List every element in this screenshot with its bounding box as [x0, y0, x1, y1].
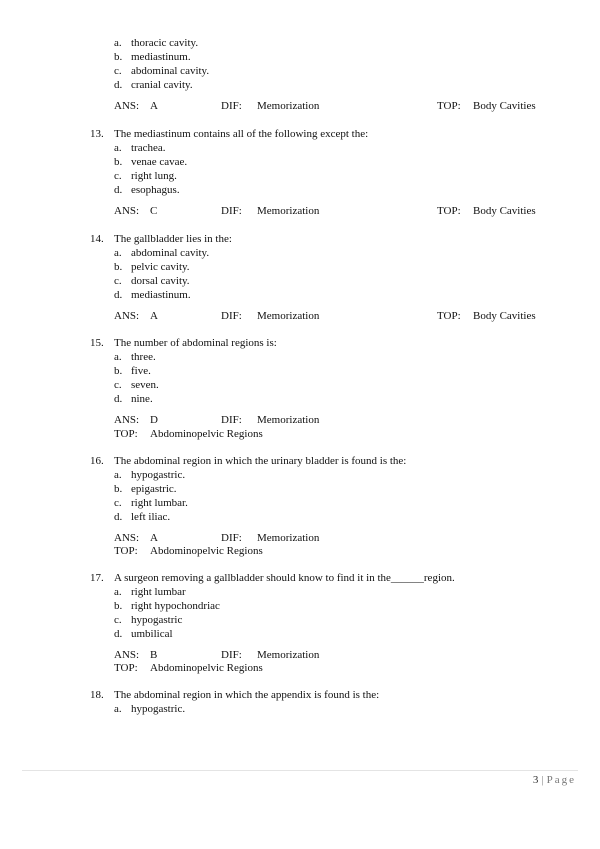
topic-value: Abdominopelvic Regions — [150, 428, 263, 440]
dif-label: DIF: — [221, 649, 242, 661]
option-letter: d. — [114, 628, 123, 640]
top-label: TOP: — [114, 662, 138, 674]
option-letter: c. — [114, 379, 122, 391]
option-letter: b. — [114, 156, 123, 168]
option-text: nine. — [131, 393, 153, 405]
answer-value: A — [150, 532, 158, 544]
question-number: 18. — [90, 689, 104, 701]
page-label: Page — [546, 774, 576, 786]
topic-value: Body Cavities — [473, 100, 536, 112]
option-letter: b. — [114, 600, 123, 612]
option-text: hypogastric. — [131, 469, 186, 481]
option-text: three. — [131, 351, 156, 363]
answer-value: D — [150, 414, 158, 426]
ans-label: ANS: — [114, 532, 140, 544]
question-number: 16. — [90, 455, 104, 467]
question-text: The number of abdominal regions is: — [114, 337, 277, 349]
option-text: right lumbar — [131, 586, 186, 598]
option-text: epigastric. — [131, 483, 177, 495]
question-number: 13. — [90, 128, 104, 140]
option-letter: b. — [114, 365, 123, 377]
option-text: dorsal cavity. — [131, 275, 190, 287]
difficulty-value: Memorization — [257, 532, 320, 544]
option-text: hypogastric — [131, 614, 183, 626]
top-label: TOP: — [437, 100, 461, 112]
option-text: mediastinum. — [131, 51, 191, 63]
difficulty-value: Memorization — [257, 649, 320, 661]
dif-label: DIF: — [221, 310, 242, 322]
dif-label: DIF: — [221, 205, 242, 217]
option-letter: d. — [114, 289, 123, 301]
answer-value: B — [150, 649, 158, 661]
option-letter: d. — [114, 393, 123, 405]
topic-value: Abdominopelvic Regions — [150, 662, 263, 674]
answer-value: A — [150, 310, 158, 322]
dif-label: DIF: — [221, 100, 242, 112]
difficulty-value: Memorization — [257, 205, 320, 217]
difficulty-value: Memorization — [257, 414, 320, 426]
option-text: left iliac. — [131, 511, 171, 523]
option-text: venae cavae. — [131, 156, 188, 168]
question-text: The gallbladder lies in the: — [114, 233, 232, 245]
footer-separator: | — [541, 774, 544, 786]
footer-divider — [22, 770, 578, 771]
option-letter: a. — [114, 469, 122, 481]
option-letter: c. — [114, 614, 122, 626]
option-text: five. — [131, 365, 151, 377]
ans-label: ANS: — [114, 310, 140, 322]
option-letter: d. — [114, 511, 123, 523]
option-letter: a. — [114, 247, 122, 259]
option-text: right hypochondriac — [131, 600, 220, 612]
option-text: abdominal cavity. — [131, 65, 210, 77]
topic-value: Body Cavities — [473, 205, 536, 217]
topic-value: Abdominopelvic Regions — [150, 545, 263, 557]
option-letter: d. — [114, 184, 123, 196]
option-text: right lumbar. — [131, 497, 188, 509]
option-text: cranial cavity. — [131, 79, 193, 91]
ans-label: ANS: — [114, 649, 140, 661]
top-label: TOP: — [437, 310, 461, 322]
option-text: hypogastric. — [131, 703, 186, 715]
option-text: right lung. — [131, 170, 177, 182]
option-text: umbilical — [131, 628, 173, 640]
option-letter: c. — [114, 497, 122, 509]
option-letter: b. — [114, 51, 123, 63]
ans-label: ANS: — [114, 414, 140, 426]
dif-label: DIF: — [221, 414, 242, 426]
option-letter: d. — [114, 79, 123, 91]
question-text: The mediastinum contains all of the following except the: — [114, 128, 369, 140]
option-letter: a. — [114, 586, 122, 598]
page-footer — [533, 774, 576, 786]
question-number: 14. — [90, 233, 104, 245]
option-letter: b. — [114, 483, 123, 495]
dif-label: DIF: — [221, 532, 242, 544]
answer-value: A — [150, 100, 158, 112]
option-text: esophagus. — [131, 184, 180, 196]
answer-value: C — [150, 205, 158, 217]
top-label: TOP: — [114, 428, 138, 440]
question-text: A surgeon removing a gallbladder should know to find it in the______region. — [114, 572, 455, 584]
difficulty-value: Memorization — [257, 310, 320, 322]
question-number: 15. — [90, 337, 104, 349]
option-text: trachea. — [131, 142, 166, 154]
option-letter: a. — [114, 351, 122, 363]
option-letter: b. — [114, 261, 123, 273]
ans-label: ANS: — [114, 205, 140, 217]
page-number: 3 — [532, 774, 539, 786]
option-letter: a. — [114, 703, 122, 715]
option-text: pelvic cavity. — [131, 261, 190, 273]
option-text: abdominal cavity. — [131, 247, 210, 259]
option-letter: a. — [114, 142, 122, 154]
option-letter: c. — [114, 65, 122, 77]
question-text: The abdominal region in which the urinary bladder is found is the: — [114, 455, 407, 467]
option-letter: c. — [114, 275, 122, 287]
difficulty-value: Memorization — [257, 100, 320, 112]
top-label: TOP: — [114, 545, 138, 557]
question-text: The abdominal region in which the appendix is found is the: — [114, 689, 380, 701]
option-text: mediastinum. — [131, 289, 191, 301]
ans-label: ANS: — [114, 100, 140, 112]
question-number: 17. — [90, 572, 104, 584]
option-letter: c. — [114, 170, 122, 182]
option-text: seven. — [131, 379, 159, 391]
option-text: thoracic cavity. — [131, 37, 199, 49]
top-label: TOP: — [437, 205, 461, 217]
topic-value: Body Cavities — [473, 310, 536, 322]
option-letter: a. — [114, 37, 122, 49]
